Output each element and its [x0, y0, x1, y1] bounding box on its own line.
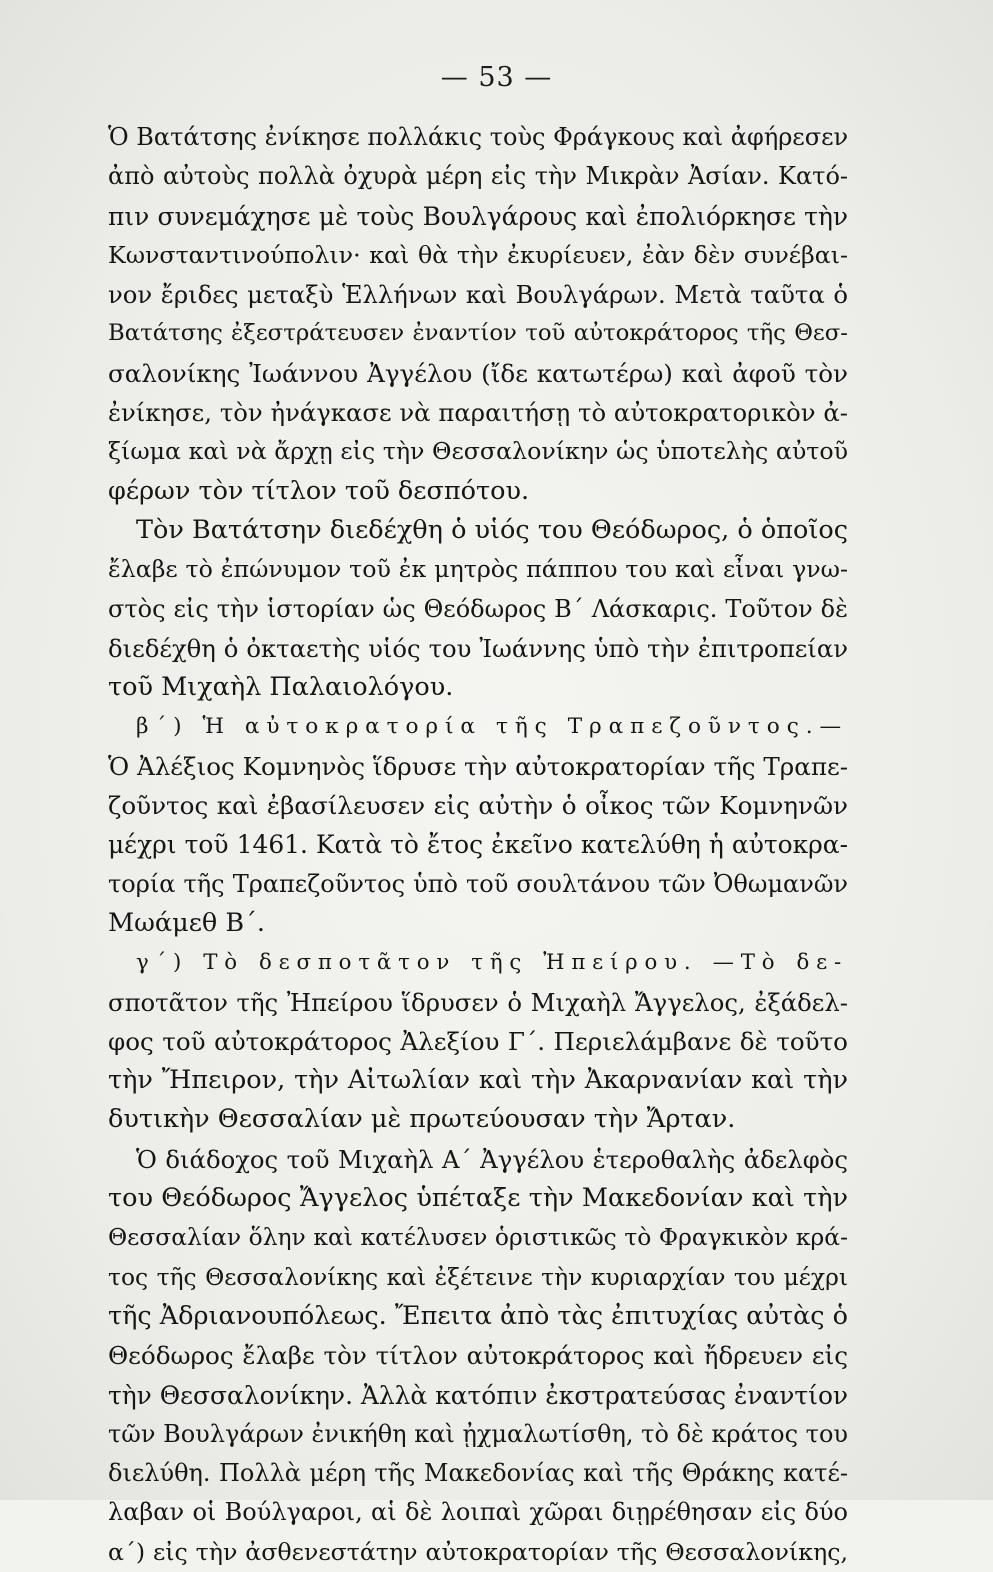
text-line: δυτικὴν Θεσσαλίαν μὲ πρωτεύουσαν τὴν Ἄρταν.	[108, 1104, 736, 1135]
text-line: νον ἔριδες μεταξὺ Ἑλλήνων καὶ Βουλγάρων. Μετὰ ταῦτα ὁ	[108, 280, 848, 310]
text-line: τῆς Ἀδριανουπόλεως. Ἔπειτα ἀπὸ τὰς ἐπιτυχίας αὐτὰς ὁ	[108, 1300, 849, 1331]
text-line: Ὁ Ἀλέξιος Κομνηνὸς ἵδρυσε τὴν αὐτοκρατορίαν τῆς Τραπε-	[108, 751, 849, 781]
section-heading: β΄) Ἡ αὐτοκρατορία τῆς Τραπεζοῦντος.—	[136, 714, 848, 740]
text-line: Κωνσταντινούπολιν· καὶ θὰ τὴν ἐκυρίευεν, ἐὰν δὲν συνέβαι-	[108, 240, 848, 269]
text-line: διεδέχθη ὁ ὀκταετὴς υἱός του Ἰωάννης ὑπὸ τὴν ἐπιτροπείαν	[108, 633, 848, 663]
page-number: — 53 —	[440, 62, 553, 93]
text-line: Θεόδωρος ἔλαβε τὸν τίτλον αὐτοκράτορος καὶ ἤδρευεν εἰς	[108, 1341, 848, 1371]
text-line: τὴν Θεσσαλονίκην. Ἀλλὰ κατόπιν ἐκστρατεύσας ἐναντίον	[108, 1380, 849, 1410]
text-line: ἔλαβε τὸ ἐπώνυμον τοῦ ἐκ μητρὸς πάππου του καὶ εἶναι γνω-	[108, 555, 848, 584]
text-line: ἐνίκησε, τὸν ἠνάγκασε νὰ παραιτήσῃ τὸ αὐτοκρατορικὸν ἀ-	[108, 398, 848, 428]
text-line: λαβαν οἱ Βούλγαροι, αἱ δὲ λοιπαὶ χῶραι διῃρέθησαν εἰς δύο	[108, 1498, 848, 1527]
text-line: α΄) εἰς τὴν ἀσθενεστάτην αὐτοκρατορίαν τῆς Θεσσαλονίκης,	[108, 1537, 848, 1566]
body-text	[108, 118, 848, 1572]
text-line: τῶν Βουλγάρων ἐνικήθη καὶ ᾐχμαλωτίσθη, τὸ δὲ κράτος του	[108, 1419, 848, 1448]
text-line: ἀπὸ αὐτοὺς πολλὰ ὀχυρὰ μέρη εἰς τὴν Μικρὰν Ἀσίαν. Κατό-	[108, 162, 848, 191]
text-line: τορία τῆς Τραπεζοῦντος ὑπὸ τοῦ σουλτάνου τῶν Ὀθωμανῶν	[108, 869, 848, 898]
text-line: διελύθη. Πολλὰ μέρη τῆς Μακεδονίας καὶ τῆς Θράκης κατέ-	[108, 1459, 848, 1488]
text-line: φέρων τὸν τίτλον τοῦ δεσπότου.	[108, 475, 530, 506]
text-line: Βατάτσης ἐξεστράτευσεν ἐναντίον τοῦ αὐτοκράτορος τῆς Θεσ-	[108, 320, 848, 347]
text-line: μέχρι τοῦ 1461. Κατὰ τὸ ἔτος ἐκεῖνο κατελύθη ἡ αὐτοκρα-	[108, 830, 848, 860]
text-line: σαλονίκης Ἰωάννου Ἀγγέλου (ἴδε κατωτέρω) καὶ ἀφοῦ τὸν	[108, 358, 848, 388]
text-line: του Θεόδωρος Ἄγγελος ὑπέταξε τὴν Μακεδονίαν καὶ τὴν	[108, 1183, 848, 1214]
text-line: ζοῦντος καὶ ἐβασίλευσεν εἰς αὐτὴν ὁ οἶκος τῶν Κομνηνῶν	[108, 791, 848, 821]
text-line: τοῦ Μιχαὴλ Παλαιολόγου.	[108, 672, 454, 703]
section-heading: γ΄) Τὸ δεσποτᾶτον τῆς Ἠπείρου. —Τὸ δε-	[136, 950, 848, 976]
text-line: Μωάμεθ Β΄.	[108, 907, 265, 938]
text-line: ξίωμα καὶ νὰ ἄρχῃ εἰς τὴν Θεσσαλονίκην ὡς ὑποτελὴς αὐτοῦ	[108, 437, 848, 466]
text-line: Θεσσαλίαν ὅλην καὶ κατέλυσεν ὁριστικῶς τὸ Φραγκικὸν κρά-	[108, 1223, 848, 1252]
text-line: τὴν Ἤπειρον, τὴν Αἰτωλίαν καὶ τὴν Ἀκαρνανίαν καὶ τὴν	[108, 1065, 848, 1096]
text-line: σποτᾶτον τῆς Ἠπείρου ἵδρυσεν ὁ Μιχαὴλ Ἄγγελος, ἐξάδελ-	[108, 987, 848, 1017]
text-line: Τὸν Βατάτσην διεδέχθη ὁ υἱός του Θεόδωρος, ὁ ὁποῖος	[136, 514, 848, 545]
text-line: Ὁ Βατάτσης ἐνίκησε πολλάκις τοὺς Φράγκους καὶ ἀφήρεσεν	[108, 123, 849, 151]
text-line: τος τῆς Θεσσαλονίκης καὶ ἐξέτεινε τὴν κυριαρχίαν του μέχρι	[108, 1262, 848, 1291]
text-line: φος τοῦ αὐτοκράτορος Ἀλεξίου Γ΄. Περιελάμβανε δὲ τοῦτο	[108, 1026, 848, 1056]
text-line: πιν συνεμάχησε μὲ τοὺς Βουλγάρους καὶ ἐπολιόρκησε τὴν	[108, 201, 848, 231]
text-line: Ὁ διάδοχος τοῦ Μιχαὴλ Α΄ Ἀγγέλου ἑτεροθαλὴς ἀδελφὸς	[136, 1144, 848, 1174]
text-line: στὸς εἰς τὴν ἱστορίαν ὡς Θεόδωρος Β΄ Λάσκαρις. Τοῦτον δὲ	[108, 594, 848, 623]
